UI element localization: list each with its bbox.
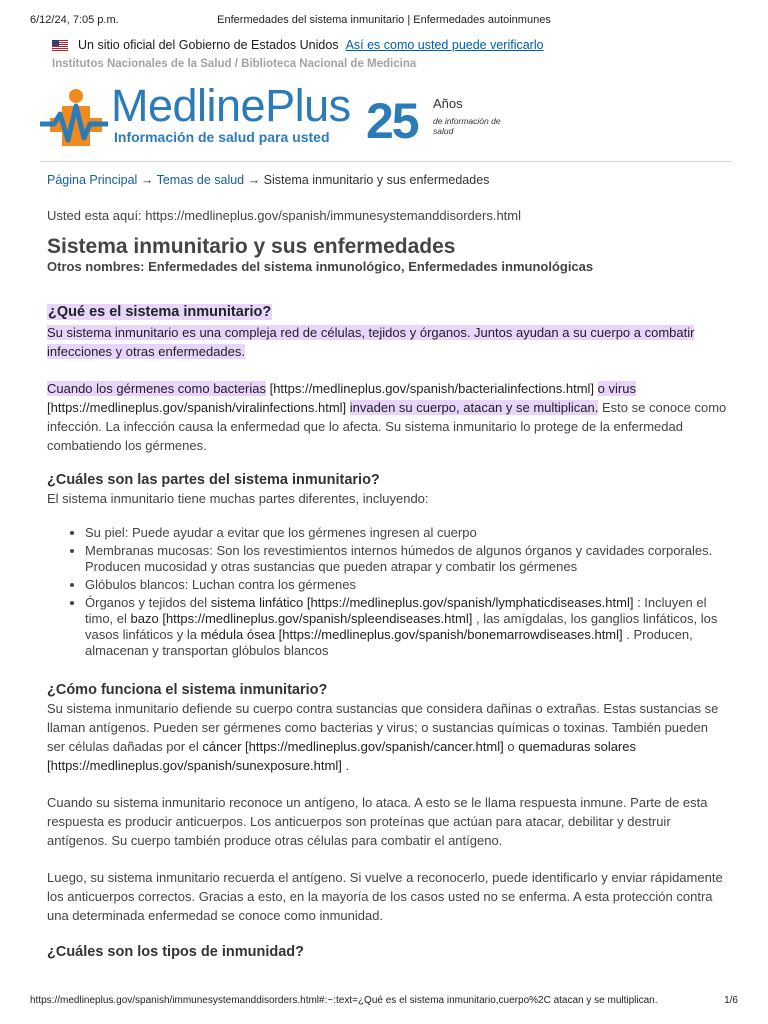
gov-verify-link[interactable]: Así es como usted puede verificarlo [345, 38, 544, 52]
viral-infections-link[interactable]: [https://medlineplus.gov/spanish/viralinfections.html] [47, 400, 347, 415]
bone-marrow-link[interactable]: médula ósea [https://medlineplus.gov/spanish/bonemarrowdiseases.html] [200, 627, 623, 642]
you-are-here: Usted esta aquí: https://medlineplus.gov/spanish/immunesystemanddisorders.html [47, 208, 522, 223]
sunburn-link[interactable]: quemaduras solares [https://medlineplus.gov/spanish/sunexposure.html] [47, 739, 636, 773]
breadcrumb-current: Sistema inmunitario y sus enfermedades [263, 173, 490, 187]
gov-banner-text: Un sitio oficial del Gobierno de Estados Unidos [78, 38, 339, 52]
main-content [47, 208, 727, 961]
site-logo[interactable] [40, 80, 510, 156]
gov-banner [52, 36, 544, 54]
spleen-link[interactable]: bazo [https://medlineplus.gov/spanish/spleendiseases.html] [130, 611, 473, 626]
anniversary-subtitle: de información de salud [433, 116, 501, 136]
header-divider [40, 161, 732, 162]
print-footer-url: https://medlineplus.gov/spanish/immunesystemanddisorders.html#:~:text=¿Qué es el sistema inmunitario,cuerpo%2C atacan y se multiplican. [30, 995, 658, 1006]
bacterial-infections-link[interactable]: [https://medlineplus.gov/spanish/bacterialinfections.html] [269, 381, 595, 396]
other-names: Otros nombres: Enfermedades del sistema inmunológico, Enfermedades inmunológicas [47, 259, 594, 274]
print-date: 6/12/24, 7:05 p.m. [30, 14, 119, 26]
breadcrumb [47, 173, 489, 187]
list-item: • Glóbulos blancos: Luchan contra los gérmenes [85, 577, 727, 593]
print-page-number: 1/6 [724, 995, 738, 1006]
medlineplus-logo-icon [40, 88, 108, 150]
section-how-paragraph-2: Cuando su sistema inmunitario reconoce un antígeno, lo ataca. A esto se le llama respuesta inmune. Parte de esta respuesta es producir anticuerpos. Los anticuerpos son proteínas que actúan para atacar, debilitar y destruir antígenos. Su cuerpo también produce otras células para combatir el antígeno. [47, 795, 708, 848]
section-how-title: ¿Cómo funciona el sistema inmunitario? [47, 682, 328, 698]
print-document-title: Enfermedades del sistema inmunitario | Enfermedades autoinmunes [217, 14, 551, 26]
section-parts-intro: El sistema inmunitario tiene muchas partes diferentes, incluyendo: [47, 491, 429, 506]
highlight-text: invaden su cuerpo, atacan y se multiplican. [349, 400, 599, 415]
section-how-paragraph-1: Su sistema inmunitario defiende su cuerpo contra sustancias que considera dañinas o extrañas. Estas sustancias se llaman antígenos. Pueden ser gérmenes como bacterias y virus; o sustancias químicas o toxinas. También pueden ser células dañadas por el cáncer [https://medlineplus.gov/spanish/cancer.html] o quemaduras solares [https://medlineplus.gov/spanish/sunexposure.html] . [47, 701, 719, 773]
section-types-title: ¿Cuáles son los tipos de inmunidad? [47, 944, 304, 960]
section-what-paragraph-2 [47, 379, 727, 455]
body-text: Esto se conoce como infección. La infección causa la enfermedad que lo afecta. Su sistema inmunitario lo protege de la enfermedad combatiendo los gérmenes. [47, 400, 727, 453]
section-what-paragraph-1: Su sistema inmunitario es una compleja red de células, tejidos y órganos. Juntos ayudan a su cuerpo a combatir infecciones y otras enfermedades. [47, 325, 695, 359]
breadcrumb-separator: → [247, 173, 261, 187]
list-item: • Membranas mucosas: Son los revestimientos internos húmedos de algunos órganos y cavidades corporales. Producen mucosidad y otras sustancias que pueden atrapar y combatir los gérmenes [85, 543, 727, 575]
highlight-text: Cuando los gérmenes como bacterias [47, 381, 266, 396]
print-header [0, 14, 768, 28]
highlight-text: o virus [597, 381, 636, 396]
page-title: Sistema inmunitario y sus enfermedades [47, 235, 456, 258]
list-item: • Órganos y tejidos del sistema linfático [https://medlineplus.gov/spanish/lymphaticdiseases.html] : Incluyen el timo, el bazo [https://medlineplus.gov/spanish/spleendiseases.html] , las amígdalas, los ganglios linfáticos, los vasos linfáticos y la médula ósea [https://medlineplus.gov/spanish/bonemarrowdiseases.html] . Producen, almacenan y transportan glóbulos blancos [85, 595, 727, 659]
list-item: • Su piel: Puede ayudar a evitar que los gérmenes ingresen al cuerpo [85, 525, 727, 541]
breadcrumb-home-link[interactable]: Página Principal [47, 173, 138, 187]
section-parts-title: ¿Cuáles son las partes del sistema inmunitario? [47, 472, 380, 488]
anniversary-years: Años [433, 96, 463, 111]
anniversary-number: 25 [366, 93, 418, 149]
us-flag-icon [52, 40, 68, 51]
brand-tagline: Información de salud para usted [114, 129, 330, 145]
breadcrumb-separator: → [140, 173, 154, 187]
cancer-link[interactable]: cáncer [https://medlineplus.gov/spanish/cancer.html] [202, 739, 504, 754]
lymphatic-system-link[interactable]: sistema linfático [https://medlineplus.gov/spanish/lymphaticdiseases.html] [210, 595, 634, 610]
section-what-title: ¿Qué es el sistema inmunitario? [48, 304, 272, 320]
section-how-paragraph-3: Luego, su sistema inmunitario recuerda el antígeno. Si vuelve a reconocerlo, puede identificarlo y enviar rápidamente los anticuerpos correctos. Gracias a esto, en la mayoría de los casos usted no se enferma. A esta protección contra una determinada enfermedad se conoce como inmunidad. [47, 870, 723, 923]
nih-nlm-line[interactable]: Institutos Nacionales de la Salud / Biblioteca Nacional de Medicina [52, 58, 417, 70]
breadcrumb-topics-link[interactable]: Temas de salud [156, 173, 245, 187]
parts-list [85, 525, 727, 659]
brand-name: MedlinePlus [111, 80, 351, 131]
print-footer [0, 995, 768, 1009]
